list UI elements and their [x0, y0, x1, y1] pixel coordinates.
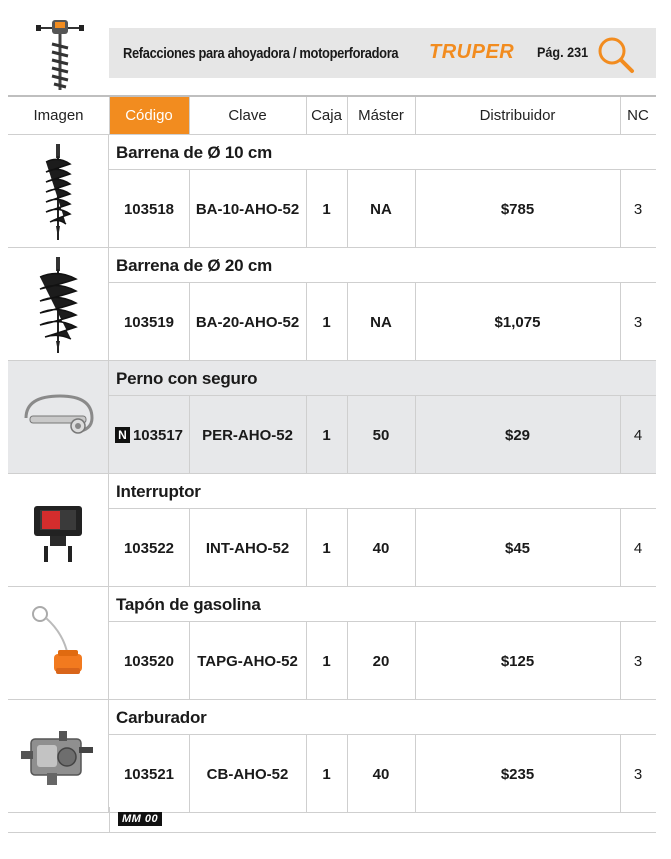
- col-clave: Clave: [228, 107, 267, 124]
- cell-code: 103519: [123, 313, 175, 331]
- auger-20-icon: [8, 248, 109, 361]
- cell-caja: 1: [322, 426, 331, 444]
- page-reference: Pág. 231: [537, 44, 589, 60]
- table-row: [109, 282, 656, 361]
- cell-code: [109, 396, 189, 474]
- search-icon[interactable]: [596, 35, 636, 75]
- lock-pin-icon: [8, 361, 109, 474]
- cell-caja: 1: [322, 200, 331, 218]
- product-group: [8, 135, 656, 248]
- col-codigo[interactable]: Código: [109, 97, 189, 134]
- product-group: [8, 700, 656, 813]
- product-group: [8, 587, 656, 700]
- mm-tag: MM 00: [118, 812, 162, 826]
- cell-caja: 1: [322, 652, 331, 670]
- cell-master: NA: [370, 313, 392, 331]
- cell-clave: BA-10-AHO-52: [195, 200, 300, 218]
- page-title: Refacciones para ahoyadora / motoperforadora: [123, 44, 399, 62]
- fuel-cap-icon: [8, 587, 109, 700]
- table-footer: [8, 807, 656, 833]
- cell-clave: TAPG-AHO-52: [197, 652, 298, 670]
- product-group: [8, 248, 656, 361]
- product-title: Perno con seguro: [116, 369, 258, 388]
- product-group: [8, 474, 656, 587]
- cell-master: 40: [372, 765, 390, 783]
- cell-code: 103522: [123, 539, 175, 557]
- table-row: [109, 395, 656, 474]
- product-title: Carburador: [116, 708, 207, 727]
- cell-distribuidor: $29: [504, 426, 531, 444]
- cell-master: 50: [372, 426, 390, 444]
- cell-nc: 3: [633, 765, 643, 783]
- table-row: [109, 508, 656, 587]
- cell-code: 103520: [123, 652, 175, 670]
- cell-caja: 1: [322, 539, 331, 557]
- cell-clave: BA-20-AHO-52: [195, 313, 300, 331]
- cell-distribuidor: $235: [500, 765, 535, 783]
- cell-master: 40: [372, 539, 390, 557]
- cell-distribuidor: $45: [504, 539, 531, 557]
- cell-caja: 1: [322, 313, 331, 331]
- product-title: Interruptor: [116, 482, 201, 501]
- new-badge: N: [115, 427, 130, 443]
- cell-code: 103518: [123, 200, 175, 218]
- cell-nc: 4: [633, 539, 643, 557]
- cell-clave: PER-AHO-52: [202, 426, 293, 444]
- col-imagen: Imagen: [33, 107, 84, 124]
- brand-logo: TRUPER: [429, 41, 515, 63]
- cell-nc: 3: [633, 200, 643, 218]
- cell-distribuidor: $125: [500, 652, 535, 670]
- cell-master: 20: [372, 652, 390, 670]
- switch-icon: [8, 474, 109, 587]
- table-row: [109, 169, 656, 248]
- cell-code: 103521: [123, 765, 175, 783]
- cell-clave: INT-AHO-52: [205, 539, 290, 557]
- code-value: 103517: [132, 426, 184, 444]
- carburetor-icon: [8, 700, 109, 813]
- cell-master: NA: [370, 200, 392, 218]
- product-title: Tapón de gasolina: [116, 595, 261, 614]
- col-nc: NC: [627, 107, 649, 124]
- auger-10-icon: [8, 135, 109, 248]
- table-row: [109, 621, 656, 700]
- cell-nc: 3: [633, 313, 643, 331]
- earth-auger-machine-icon: [30, 14, 90, 92]
- col-caja: Caja: [311, 107, 342, 124]
- cell-distribuidor: $1,075: [494, 313, 541, 331]
- product-title: Barrena de Ø 10 cm: [116, 143, 273, 162]
- cell-distribuidor: $785: [500, 200, 535, 218]
- table-row: [109, 734, 656, 813]
- cell-caja: 1: [322, 765, 331, 783]
- cell-nc: 4: [633, 426, 643, 444]
- col-master: Máster: [358, 107, 404, 124]
- product-group: [8, 361, 656, 474]
- cell-nc: 3: [633, 652, 643, 670]
- product-title: Barrena de Ø 20 cm: [116, 256, 273, 275]
- cell-clave: CB-AHO-52: [206, 765, 289, 783]
- table-header: [8, 95, 656, 135]
- col-distribuidor: Distribuidor: [479, 107, 556, 124]
- header-banner: [109, 28, 656, 78]
